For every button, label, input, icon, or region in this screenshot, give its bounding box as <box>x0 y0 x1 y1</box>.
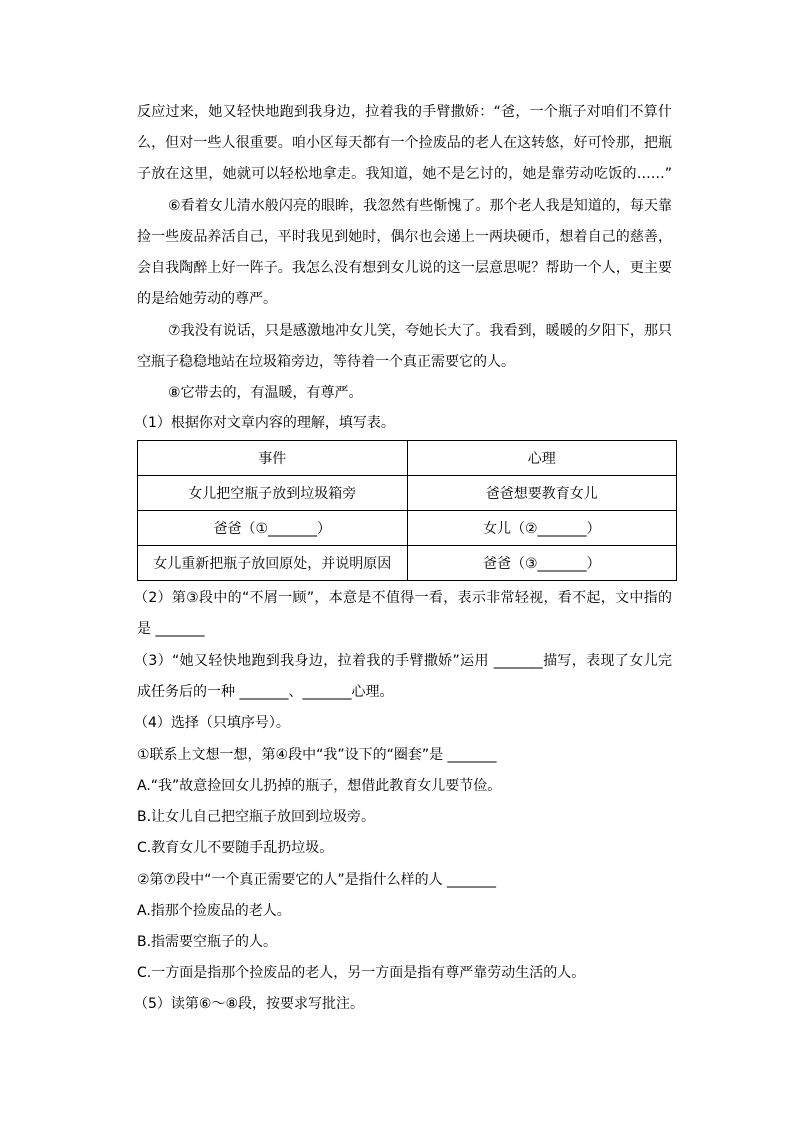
paragraph-8: ⑧它带去的，有温暖，有尊严。 <box>168 385 363 401</box>
option-c: C.教育女儿不要随手乱扔垃圾。 <box>137 840 334 856</box>
passage-line: 反应过来，她又轻快地跑到我身边，拉着我的手臂撒娇：“爸，一个瓶子对咱们不算什 <box>137 104 672 120</box>
question-4-2[interactable]: ②第⑦段中“一个真正需要它的人”是指什么样的人 _______ <box>137 872 497 888</box>
question-4: （4）选择（只填序号）。 <box>134 715 290 731</box>
table-cell: 爸爸想要教育女儿 <box>407 476 677 511</box>
passage-line: 会自我陶醉上好一阵子。我怎么没有想到女儿说的这一层意思呢？帮助一个人，更主要 <box>137 260 672 276</box>
paragraph-7: ⑦我没有说话，只是感激地冲女儿笑，夸她长大了。我看到，暖暖的夕阳下，那只 <box>168 323 672 339</box>
passage-line: 空瓶子稳稳地站在垃圾箱旁边，等待着一个真正需要它的人。 <box>137 354 515 370</box>
option-c: C.一方面是指那个捡废品的老人，另一方面是指有尊严靠劳动生活的人。 <box>137 965 586 981</box>
header-psychology: 心理 <box>407 441 677 476</box>
passage-line: 的是给她劳动的尊严。 <box>137 291 277 307</box>
paragraph-6: ⑥看着女儿清水般闪亮的眼眸，我忽然有些惭愧了。那个老人我是知道的，每天靠 <box>168 198 672 214</box>
table-cell-blank-1[interactable]: 爸爸（①_______） <box>138 511 408 546</box>
option-b: B.指需要空瓶子的人。 <box>137 934 278 950</box>
answer-table <box>137 440 677 581</box>
option-a: A.“我”故意捡回女儿扔掉的瓶子，想借此教育女儿要节俭。 <box>137 778 502 794</box>
question-2: （2）第③段中的“不屑一顾”，本意是不值得一看，表示非常轻视，看不起，文中指的 <box>134 590 672 606</box>
question-3-cont[interactable]: 成任务后的一种 _______、_______心理。 <box>137 684 394 700</box>
table-row <box>138 511 677 546</box>
passage-line: 子放在这里，她就可以轻松地拿走。我知道，她不是乞讨的，她是靠劳动吃饭的……” <box>137 166 672 182</box>
question-2-blank[interactable]: 是 _______ <box>137 621 205 637</box>
table-row <box>138 546 677 581</box>
table-cell: 女儿把空瓶子放到垃圾箱旁 <box>138 476 408 511</box>
question-3[interactable]: （3）“她又轻快地跑到我身边，拉着我的手臂撒娇”运用 _______描写，表现了女儿完 <box>134 653 672 669</box>
option-a: A.指那个捡废品的老人。 <box>137 903 291 919</box>
table-row <box>138 476 677 511</box>
passage-line: 么，但对一些人很重要。咱小区每天都有一个捡废品的老人在这转悠，好可怜那，把瓶 <box>137 135 672 151</box>
table-cell-blank-3[interactable]: 爸爸（③_______） <box>407 546 677 581</box>
question-4-1[interactable]: ①联系上文想一想，第④段中“我”设下的“圈套”是 _______ <box>137 747 497 763</box>
table-cell: 女儿重新把瓶子放回原处，并说明原因 <box>138 546 408 581</box>
header-event: 事件 <box>138 441 408 476</box>
question-5: （5）读第⑥～⑧段，按要求写批注。 <box>134 996 365 1012</box>
question-1-prompt: （1）根据你对文章内容的理解，填写表。 <box>134 415 395 431</box>
table-cell-blank-2[interactable]: 女儿（②_______） <box>407 511 677 546</box>
table-header-row <box>138 441 677 476</box>
passage-line: 捡一些废品养活自己，平时我见到她时，偶尔也会递上一两块硬币，想着自己的慈善， <box>137 229 672 245</box>
option-b: B.让女儿自己把空瓶子放回到垃圾旁。 <box>137 809 376 825</box>
